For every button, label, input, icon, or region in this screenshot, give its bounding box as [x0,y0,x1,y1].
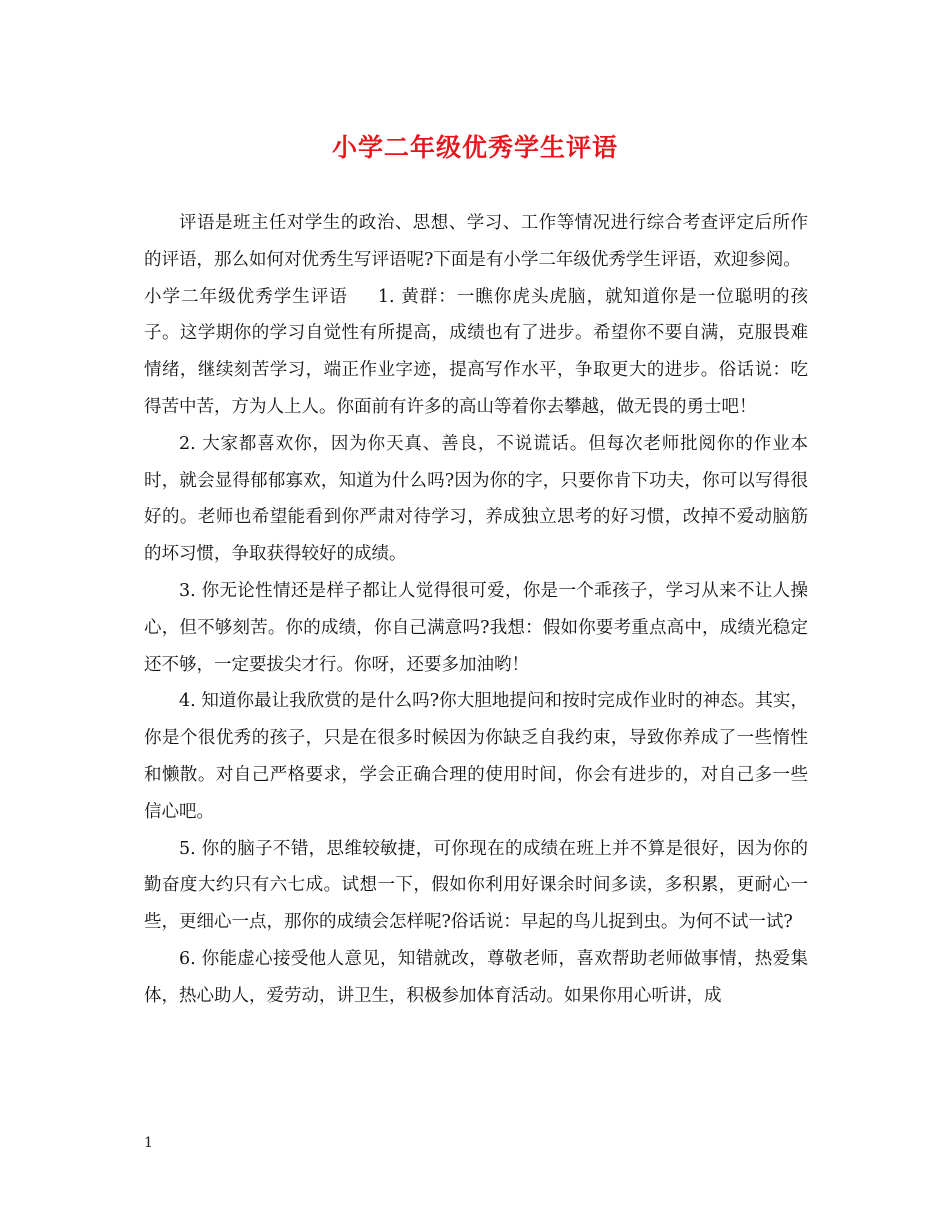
comment-item-2: 2. 大家都喜欢你，因为你天真、善良，不说谎话。但每次老师批阅你的作业本时，就会显得郁郁寡欢，知道为什么吗?因为你的字，只要你肯下功夫，你可以写得很好的。老师也希望能看到你严肃对待学习，养成独立思考的好习惯，改掉不爱动脑筋的坏习惯，争取获得较好的成绩。 [144,433,808,565]
comment-item-4: 4. 知道你最让我欣赏的是什么吗?你大胆地提问和按时完成作业时的神态。其实，你是个很优秀的孩子，只是在很多时候因为你缺乏自我约束，导致你养成了一些惰性和懒散。对自己严格要求，学会正确合理的使用时间，你会有进步的，对自己多一些信心吧。 [144,691,808,822]
page-number: 1 [144,1135,153,1151]
comment-item-5: 5. 你的脑子不错，思维较敏捷，可你现在的成绩在班上并不算是很好，因为你的勤奋度大约只有六七成。试想一下，假如你利用好课余时间多读，多积累，更耐心一些，更细心一点，那你的成绩会怎样呢?俗话说：早起的鸟儿捉到虫。为何不试一试? [144,838,808,933]
document-body [144,205,808,1015]
comment-item-3: 3. 你无论性情还是样子都让人觉得很可爱，你是一个乖孩子，学习从来不让人操心，但不够刻苦。你的成绩，你自己满意吗?我想：假如你要考重点高中，成绩光稳定还不够，一定要拔尖才行。你呀，还要多加油哟！ [144,580,808,675]
comment-item-6: 6. 你能虚心接受他人意见，知错就改，尊敬老师，喜欢帮助老师做事情，热爱集体，热心助人，爱劳动，讲卫生，积极参加体育活动。如果你用心听讲，成 [144,948,808,1006]
section-heading: 小学二年级优秀学生评语 [144,286,348,307]
section-paragraph-1 [144,279,808,426]
document-title: 小学二年级优秀学生评语 [331,133,618,162]
intro-paragraph: 评语是班主任对学生的政治、思想、学习、工作等情况进行综合考查评定后所作的评语，那么如何对优秀生写评语呢?下面是有小学二年级优秀学生评语，欢迎参阅。 [144,213,808,270]
comment-item-1: 1. 黄群：一瞧你虎头虎脑，就知道你是一位聪明的孩子。这学期你的学习自觉性有所提高，成绩也有了进步。希望你不要自满，克服畏难情绪，继续刻苦学习，端正作业字迹，提高写作水平，争取更大的进步。俗话说：吃得苦中苦，方为人上人。你面前有许多的高山等着你去攀越，做无畏的勇士吧！ [144,286,809,417]
